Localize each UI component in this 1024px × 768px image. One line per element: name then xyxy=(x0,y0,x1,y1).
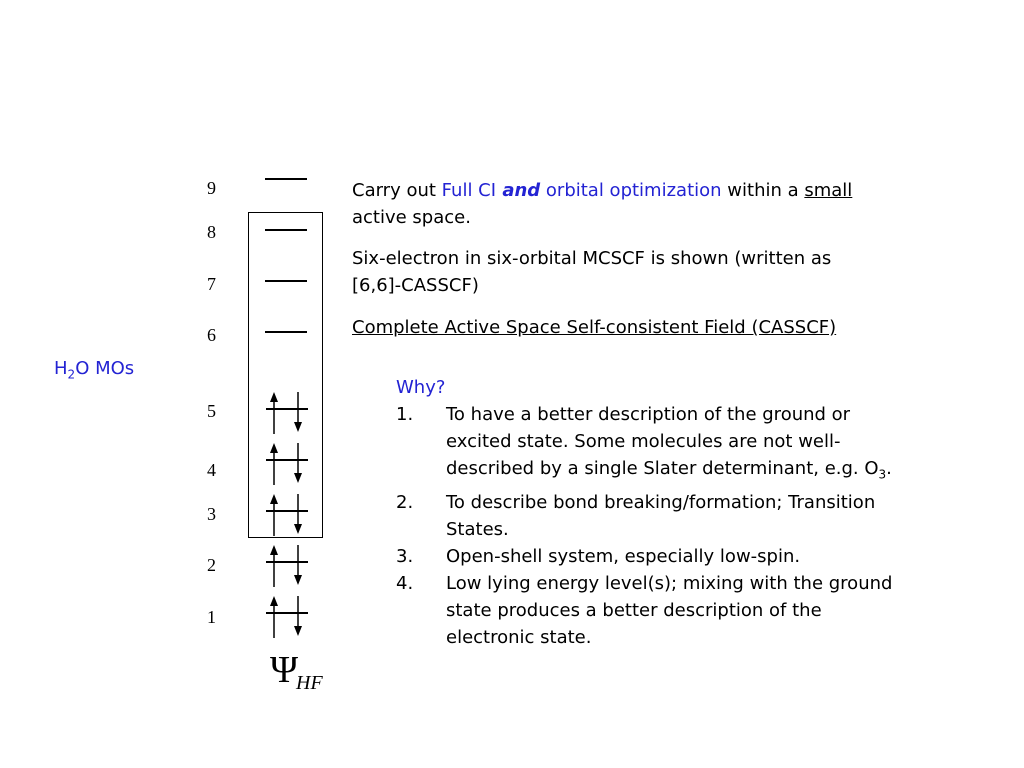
mo-label-8: 8 xyxy=(207,222,216,242)
electron-pair-2 xyxy=(264,543,310,589)
list-number: 3. xyxy=(396,545,414,567)
list-line: To describe bond breaking/formation; Transition xyxy=(446,491,876,513)
mcscf-line-1: Six-electron in six-orbital MCSCF is shown (written as xyxy=(352,248,832,269)
mcscf-line-2: [6,6]-CASSCF) xyxy=(352,275,479,296)
mo-label-4: 4 xyxy=(207,460,216,480)
list-line: Open-shell system, especially low-spin. xyxy=(446,545,801,567)
list-line: To have a better description of the ground or xyxy=(446,404,851,425)
intro-line-1 xyxy=(352,177,852,204)
list-item xyxy=(396,543,996,570)
list-item xyxy=(396,401,996,489)
mo-label-3: 3 xyxy=(207,504,216,524)
psi-symbol: Ψ xyxy=(270,649,299,691)
h2o-label-sub: 2 xyxy=(67,367,76,382)
electron-pair-4 xyxy=(264,441,310,487)
list-line-end: . xyxy=(886,458,892,479)
list-number: 1. xyxy=(396,404,414,425)
electron-pair-3 xyxy=(264,492,310,538)
casscf-definition: Complete Active Space Self-consistent Field (CASSCF) xyxy=(352,317,837,338)
mcscf-text xyxy=(352,245,831,299)
intro-part-e: within a xyxy=(721,180,805,201)
orbital-level-6 xyxy=(265,331,307,333)
list-line: States. xyxy=(446,518,509,540)
intro-orbital-opt: orbital optimization xyxy=(540,180,722,201)
list-line-text: described by a single Slater determinant, e.g. O xyxy=(446,458,879,479)
intro-full-ci: Full CI xyxy=(441,180,497,201)
list-line: excited state. Some molecules are not well- xyxy=(446,431,841,452)
list-item xyxy=(396,489,996,543)
electron-pair-5 xyxy=(264,390,310,436)
intro-and: and xyxy=(496,180,541,201)
mo-label-9: 9 xyxy=(207,178,216,198)
electron-pair-1 xyxy=(264,594,310,640)
intro-text xyxy=(352,177,852,231)
intro-line-2: active space. xyxy=(352,207,471,228)
h2o-label-h: H xyxy=(54,358,68,379)
list-line xyxy=(446,455,996,489)
intro-part-a: Carry out xyxy=(352,180,442,201)
orbital-level-8 xyxy=(265,229,307,231)
psi-subscript: HF xyxy=(296,672,323,694)
list-line: state produces a better description of the xyxy=(446,599,822,621)
list-line: electronic state. xyxy=(446,626,592,648)
list-number: 2. xyxy=(396,491,414,513)
orbital-level-7 xyxy=(265,280,307,282)
list-line: Low lying energy level(s); mixing with the ground xyxy=(446,572,893,594)
orbital-level-9 xyxy=(265,178,307,180)
intro-small: small xyxy=(804,180,853,201)
o3-subscript: 3 xyxy=(878,467,887,482)
list-number: 4. xyxy=(396,572,414,594)
mo-label-2: 2 xyxy=(207,555,216,575)
active-space-box xyxy=(248,212,323,538)
mo-label-6: 6 xyxy=(207,325,216,345)
h2o-label-rest: O MOs xyxy=(75,358,135,379)
mo-label-1: 1 xyxy=(207,607,216,627)
mo-label-5: 5 xyxy=(207,401,216,421)
list-item xyxy=(396,570,996,651)
reasons-list xyxy=(396,401,996,651)
h2o-mos-label xyxy=(54,358,134,382)
why-heading: Why? xyxy=(396,377,446,398)
mo-label-7: 7 xyxy=(207,274,216,294)
